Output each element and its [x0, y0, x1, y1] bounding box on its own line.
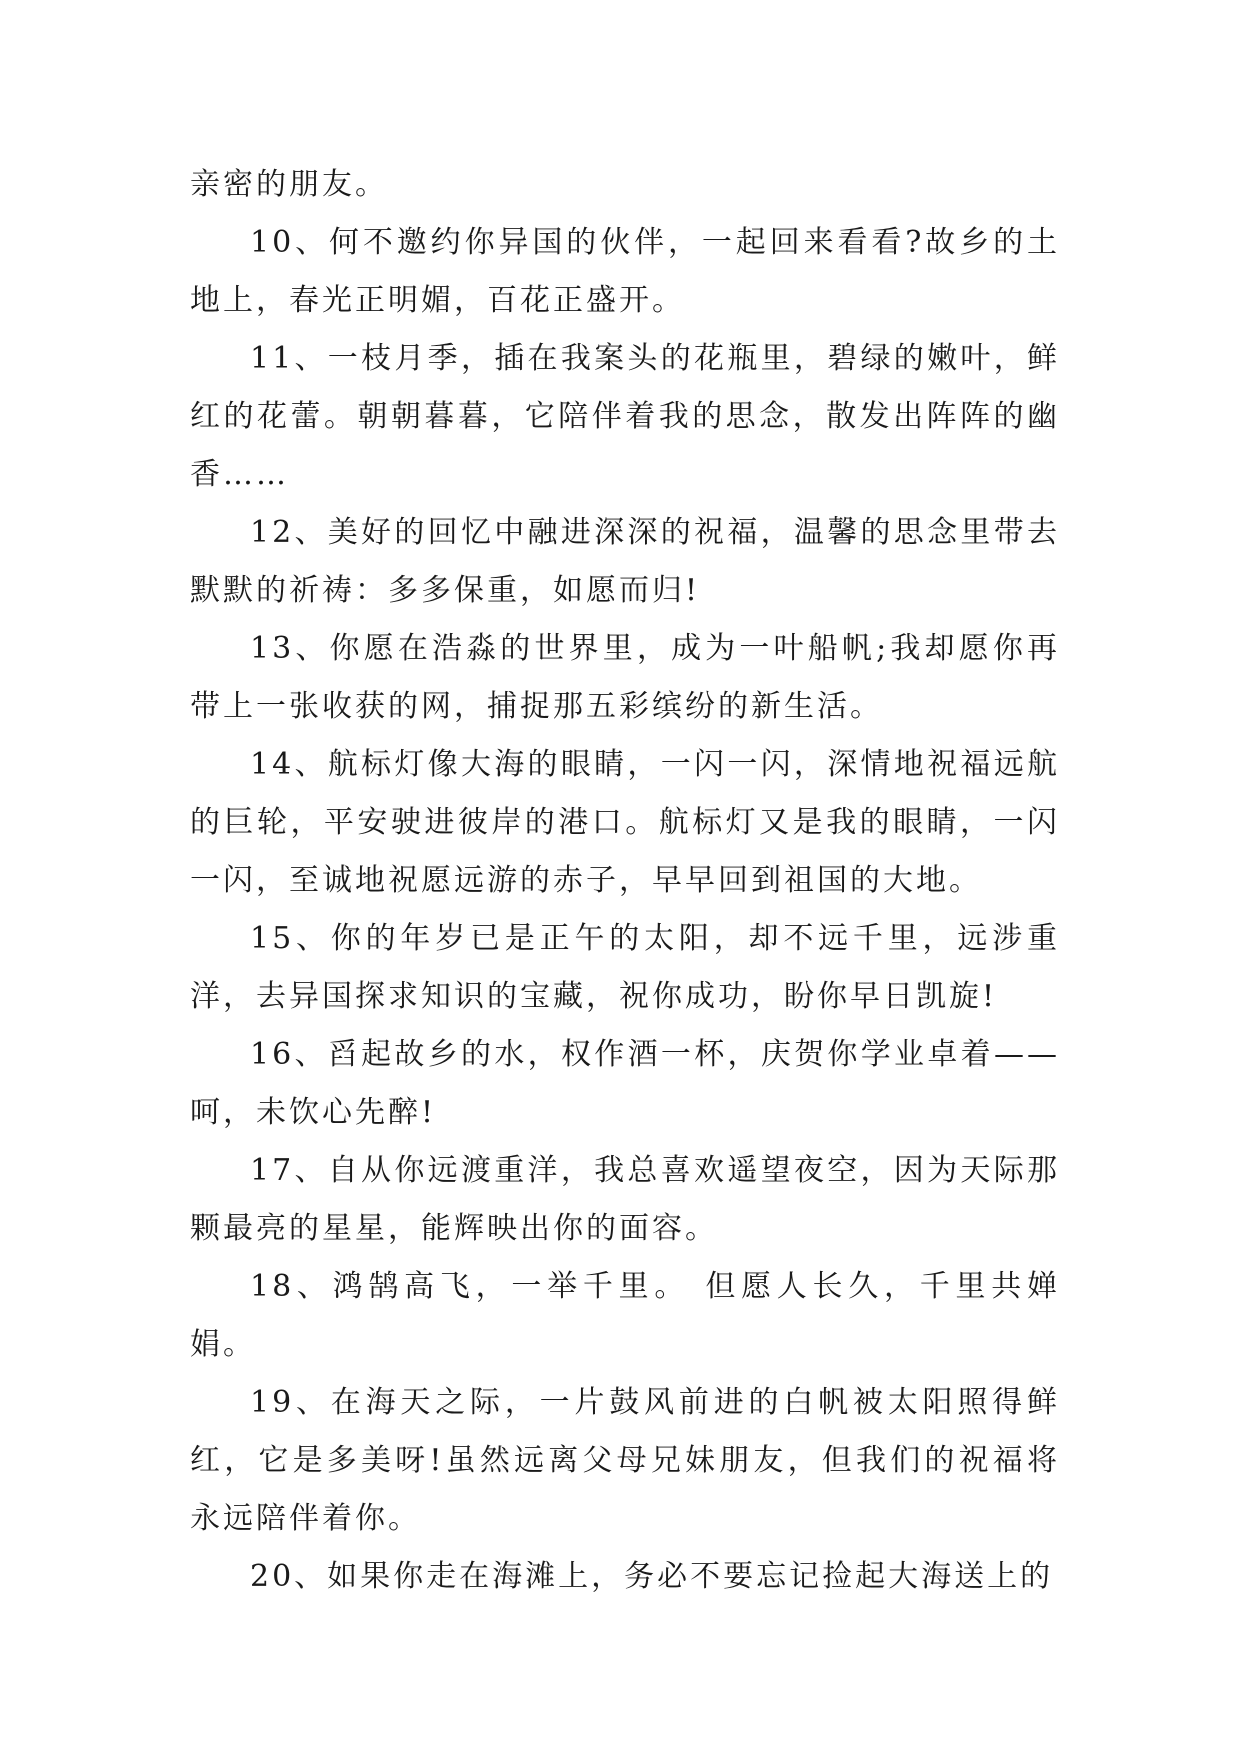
document-body	[190, 156, 1060, 1606]
paragraph: 16、舀起故乡的水，权作酒一杯，庆贺你学业卓着——呵，未饮心先醉!	[190, 1037, 1060, 1130]
paragraph: 20、如果你走在海滩上，务必不要忘记捡起大海送上的	[250, 1559, 1054, 1594]
paragraph: 19、在海天之际，一片鼓风前进的白帆被太阳照得鲜红，它是多美呀!虽然远离父母兄妹朋友，但我们的祝福将永远陪伴着你。	[190, 1385, 1060, 1536]
paragraph: 15、你的年岁已是正午的太阳，却不远千里，远涉重洋，去异国探求知识的宝藏，祝你成功，盼你早日凯旋!	[190, 921, 1060, 1014]
paragraph: 10、何不邀约你异国的伙伴，一起回来看看?故乡的土地上，春光正明媚，百花正盛开。	[190, 225, 1060, 318]
paragraph: 14、航标灯像大海的眼睛，一闪一闪，深情地祝福远航的巨轮，平安驶进彼岸的港口。航标灯又是我的眼睛，一闪一闪，至诚地祝愿远游的赤子，早早回到祖国的大地。	[190, 747, 1060, 898]
paragraph: 11、一枝月季，插在我案头的花瓶里，碧绿的嫩叶，鲜红的花蕾。朝朝暮暮，它陪伴着我的思念，散发出阵阵的幽香……	[190, 341, 1060, 492]
paragraph: 17、自从你远渡重洋，我总喜欢遥望夜空，因为天际那颗最亮的星星，能辉映出你的面容。	[190, 1153, 1060, 1246]
paragraph: 亲密的朋友。	[190, 167, 388, 202]
paragraph: 12、美好的回忆中融进深深的祝福，温馨的思念里带去默默的祈祷：多多保重，如愿而归!	[190, 515, 1060, 608]
paragraph: 13、你愿在浩淼的世界里，成为一叶船帆;我却愿你再带上一张收获的网，捕捉那五彩缤纷的新生活。	[190, 631, 1060, 724]
paragraph: 18、鸿鹄高飞，一举千里。 但愿人长久，千里共婵娟。	[190, 1269, 1060, 1362]
